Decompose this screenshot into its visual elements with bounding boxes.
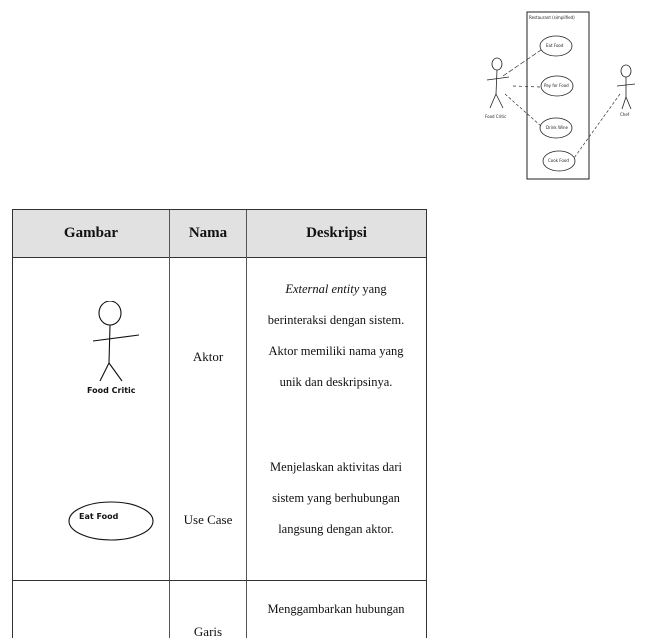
- system-label: Restaurant (simplified): [529, 15, 575, 20]
- use-case-label: Cook Food: [548, 158, 569, 163]
- actor-head: [492, 58, 502, 70]
- use-case-figure: [67, 500, 157, 542]
- use-case-figure-label: Eat Food: [79, 512, 119, 521]
- header-nama: Nama: [188, 225, 228, 241]
- actor-label: Chef: [620, 112, 630, 117]
- description-emphasis: External entity: [285, 282, 360, 296]
- actor-label: Food Critic: [485, 114, 507, 119]
- description-cell: [247, 452, 425, 545]
- description-line: Menjelaskan aktivitas dari: [270, 460, 402, 474]
- header-deskripsi: Deskripsi: [306, 225, 367, 241]
- use-case-diagram-drawing: [485, 10, 635, 182]
- description-line: langsung dengan aktor.: [278, 522, 394, 536]
- description-text: yang: [359, 282, 387, 296]
- description-line: sistem yang berhubungan: [272, 491, 400, 505]
- actor-figure-label: Food Critic: [87, 386, 136, 395]
- description-cell: [247, 274, 425, 398]
- use-case-label: Drink Wine: [546, 125, 568, 130]
- use-case-label: Eat Food: [546, 43, 564, 48]
- header-gambar: Gambar: [63, 225, 119, 241]
- nama-cell: Use Case: [183, 512, 233, 527]
- description-cell: [247, 594, 425, 625]
- nama-cell: Garis: [193, 624, 223, 639]
- actor-head: [621, 65, 631, 77]
- description-line: berinteraksi dengan sistem.: [267, 313, 405, 327]
- nama-cell: Aktor: [192, 349, 224, 364]
- symbol-table: [12, 209, 427, 638]
- use-case-diagram: [485, 10, 635, 182]
- use-case-label: Pay for Food: [544, 83, 569, 88]
- actor-figure: [91, 301, 147, 391]
- description-line: Aktor memiliki nama yang: [268, 344, 404, 358]
- description-line: unik dan deskripsinya.: [279, 375, 393, 389]
- description-line: Menggambarkan hubungan: [267, 602, 405, 616]
